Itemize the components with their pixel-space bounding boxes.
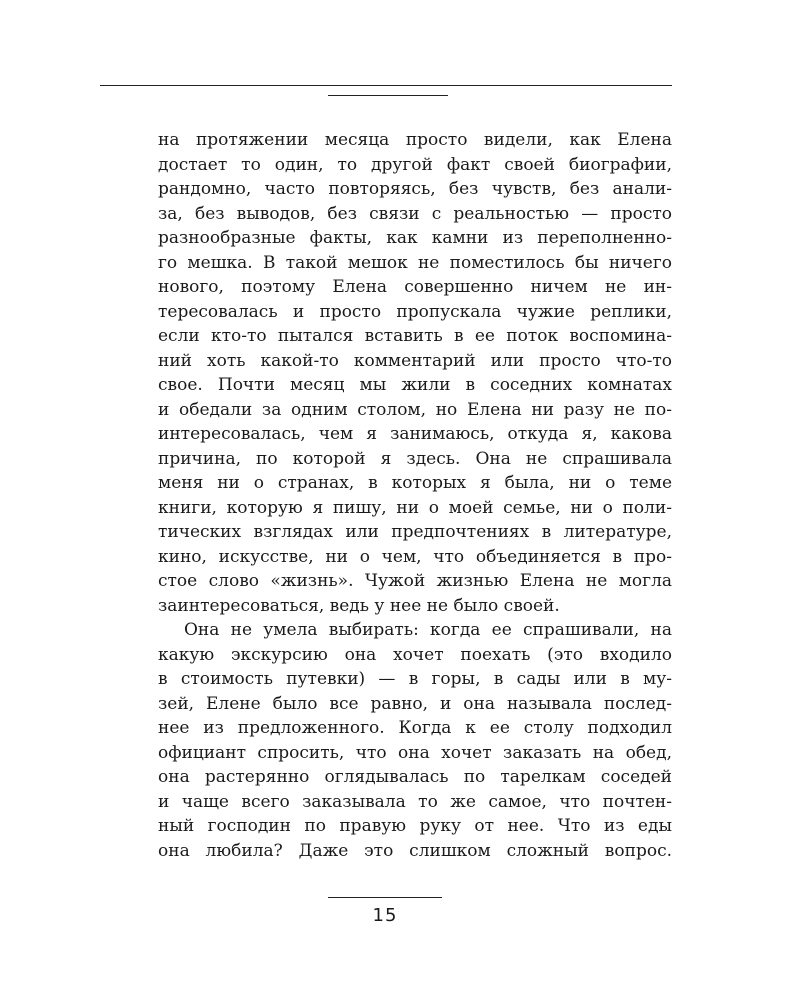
text-line-4: за, без выводов, без связи с реальностью — просто	[158, 203, 672, 224]
text-line-1: на протяжении месяца просто видели, как Елена	[158, 130, 672, 150]
text-line-20: заинтересоваться, ведь у нее не было своей.	[158, 595, 560, 616]
text-line-16: книги, которую я пишу, ни о моей семье, ни о поли-	[158, 497, 672, 518]
text-line-12: и обедали за одним столом, но Елена ни разу не по-	[158, 399, 672, 420]
text-line-6: го мешка. В такой мешок не поместилось бы ничего	[158, 252, 672, 273]
text-line-9: если кто-то пытался вставить в ее поток воспомина-	[158, 326, 672, 346]
text-line-25: нее из предложенного. Когда к ее столу подходил	[158, 718, 672, 738]
page-number: 15	[372, 905, 398, 926]
body-text	[158, 128, 672, 863]
header-rule-short	[328, 95, 448, 96]
text-line-23: в стоимость путевки) — в горы, в сады или в му-	[158, 669, 672, 689]
text-line-13: интересовалась, чем я занимаюсь, откуда я, какова	[158, 424, 672, 444]
text-line-18: кино, искусстве, ни о чем, что объединяется в про-	[158, 546, 672, 567]
text-line-29: ный господин по правую руку от нее. Что из еды	[158, 816, 672, 836]
text-line-17: тических взглядах или предпочтениях в литературе,	[158, 522, 672, 542]
text-line-28: и чаще всего заказывала то же самое, что почтен-	[158, 791, 672, 812]
text-line-5: разнообразные факты, как камни из переполненно-	[158, 228, 672, 248]
text-line-11: свое. Почти месяц мы жили в соседних комнатах	[158, 375, 672, 395]
text-line-27: она растерянно оглядывалась по тарелкам соседей	[158, 767, 672, 787]
text-line-19: стое слово «жизнь». Чужой жизнью Елена не могла	[158, 571, 672, 591]
footer-rule	[328, 897, 442, 898]
text-line-14: причина, по которой я здесь. Она не спрашивала	[158, 448, 672, 469]
text-line-10: ний хоть какой-то комментарий или просто что-то	[158, 350, 672, 371]
text-line-22: какую экскурсию она хочет поехать (это входило	[158, 644, 672, 665]
text-line-8: тересовалась и просто пропускала чужие реплики,	[158, 301, 672, 322]
text-line-26: официант спросить, что она хочет заказать на обед,	[158, 742, 672, 763]
text-line-2: достает то один, то другой факт своей биографии,	[158, 154, 672, 175]
text-line-30: она любила? Даже это слишком сложный вопрос.	[158, 840, 672, 861]
text-line-3: рандомно, часто повторяясь, без чувств, без анали-	[158, 179, 672, 199]
text-line-15: меня ни о странах, в которых я была, ни о теме	[158, 473, 672, 493]
text-line-21: Она не умела выбирать: когда ее спрашивали, на	[184, 620, 672, 640]
text-line-7: нового, поэтому Елена совершенно ничем не ин-	[158, 277, 672, 297]
header-rule-long	[100, 85, 672, 86]
text-line-24: зей, Елене было все равно, и она называла послед-	[158, 693, 672, 714]
